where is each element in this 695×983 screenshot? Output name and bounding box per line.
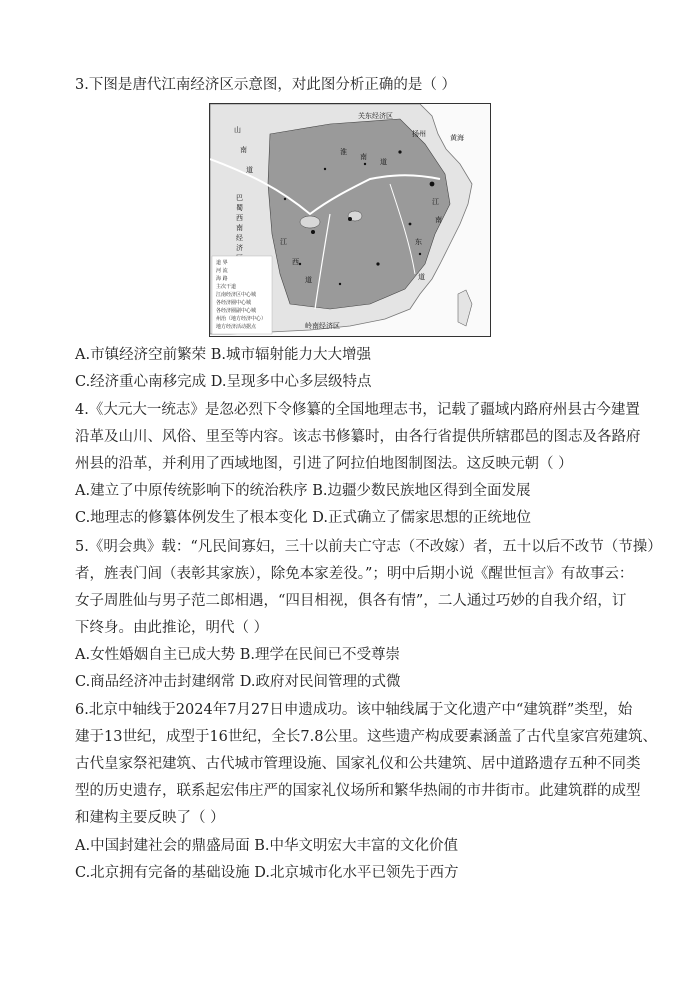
map-legend (212, 256, 272, 334)
map-label-jiang2: 江 (280, 238, 287, 246)
legend-item: 海 路 (216, 276, 228, 282)
svg-text:西: 西 (236, 214, 243, 222)
legend-item: 道 界 (216, 260, 228, 266)
map-label-dao2: 道 (380, 158, 387, 166)
q6-option-line-1: A.中国封建社会的鼎盛局面 B.中华文明宏大丰富的文化价值 (75, 838, 458, 854)
q3-option-line-2: C.经济重心南移完成 D.呈现多中心多层级特点 (75, 374, 372, 390)
q4-option-line-1: A.建立了中原传统影响下的统治秩序 B.边疆少数民族地区得到全面发展 (75, 483, 531, 499)
svg-text:南: 南 (236, 224, 243, 232)
q5-stem-line-4: 下终身。由此推论，明代（ ） (75, 620, 269, 636)
q4-stem-line-3: 州县的沿革，并利用了西域地图，引进了阿拉伯地图制图法。这反映元朝（ ） (75, 456, 573, 472)
map-label-dao3: 道 (305, 276, 312, 284)
tang-jiangnan-economic-map (209, 103, 491, 337)
legend-item: 江南经济区中心城 (216, 292, 257, 298)
q4-option-line-2: C.地理志的修纂体例发生了根本变化 D.正式确立了儒家思想的正统地位 (75, 510, 532, 526)
map-label-dong: 东 (415, 238, 422, 246)
q3-option-line-1: A.市镇经济空前繁荣 B.城市辐射能力大大增强 (75, 347, 371, 363)
q4-stem-line-2: 沿革及山川、风俗、里至等内容。该志书修纂时，由各行省提供所辖郡邑的图志及各路府 (75, 429, 641, 445)
q6-stem-line-3: 古代皇家祭祀建筑、古代城市管理设施、国家礼仪和公共建筑、居中道路遗存五种不同类 (75, 756, 641, 772)
map-label-dao4: 道 (418, 273, 425, 281)
map-label-dao1: 道 (246, 166, 253, 174)
svg-text:济: 济 (236, 244, 243, 252)
q6-stem-line-2: 建于13世纪，成型于16世纪，全长7.8公里。这些遗产构成要素涵盖了古代皇家宫苑建筑、 (75, 729, 657, 745)
map-label-shan: 山 (234, 126, 241, 134)
map-label-jiang: 江 (432, 198, 439, 206)
q5-option-line-2: C.商品经济冲击封建纲常 D.政府对民间管理的式微 (75, 674, 401, 690)
map-label-lingnan: 岭南经济区 (305, 322, 340, 330)
map-label-nan1: 南 (240, 146, 247, 154)
legend-item: 河 流 (216, 268, 228, 274)
q6-stem-line-5: 和建构主要反映了（ ） (75, 810, 225, 826)
map-label-huai: 淮 (340, 148, 347, 156)
q6-stem-line-4: 型的历史遗存，联系起宏伟庄严的国家礼仪场所和繁华热闹的市井街市。此建筑群的成型 (75, 783, 641, 799)
map-label-yellow-sea: 黄海 (450, 134, 464, 142)
map-label-yangzhou: 扬州 (412, 130, 426, 138)
q5-stem-line-1: 5.《明会典》载：“凡民间寡妇，三十以前夫亡守志（不改嫁）者，五十以后不改节（节操） (75, 539, 662, 555)
q4-stem-line-1: 4.《大元大一统志》是忽必烈下令修纂的全国地理志书，记载了疆域内路府州县古今建置 (75, 402, 640, 418)
q6-stem-line-1: 6.北京中轴线于2024年7月27日申遗成功。该中轴线属于文化遗产中“建筑群”类型，始 (75, 702, 633, 718)
map-label-bashu-vertical (236, 194, 243, 262)
map-label-nan2: 南 (360, 153, 367, 161)
q6-option-line-2: C.北京拥有完备的基础设施 D.北京城市化水平已领先于西方 (75, 865, 459, 881)
map-figure (210, 104, 490, 336)
q3-stem: 3.下图是唐代江南经济区示意图，对此图分析正确的是（ ） (75, 77, 456, 93)
legend-item: 地方经济活动据点 (216, 324, 257, 330)
lake (300, 216, 320, 228)
q5-stem-line-3: 女子周胜仙与男子范二郎相遇，“四目相视，俱各有情”，二人通过巧妙的自我介绍，订 (75, 593, 627, 609)
svg-text:蜀: 蜀 (236, 204, 243, 212)
map-label-guanzhong: 关东经济区 (358, 112, 393, 120)
legend-item: 各经济圈副中心城 (216, 308, 257, 314)
legend-item: 各经济圈中心城 (216, 300, 252, 306)
map-label-xi: 西 (292, 258, 299, 266)
svg-text:经: 经 (236, 234, 243, 242)
map-label-nan3: 南 (435, 216, 442, 224)
q5-option-line-1: A.女性婚姻自主已成大势 B.理学在民间已不受尊崇 (75, 647, 400, 663)
legend-item: 州治（地方经济中心） (216, 316, 267, 322)
q5-stem-line-2: 者，旌表门闾（表彰其家族），除免本家差役。”；明中后期小说《醒世恒言》有故事云： (75, 566, 634, 582)
legend-item: 主次干道 (216, 284, 237, 290)
svg-text:巴: 巴 (236, 194, 243, 202)
